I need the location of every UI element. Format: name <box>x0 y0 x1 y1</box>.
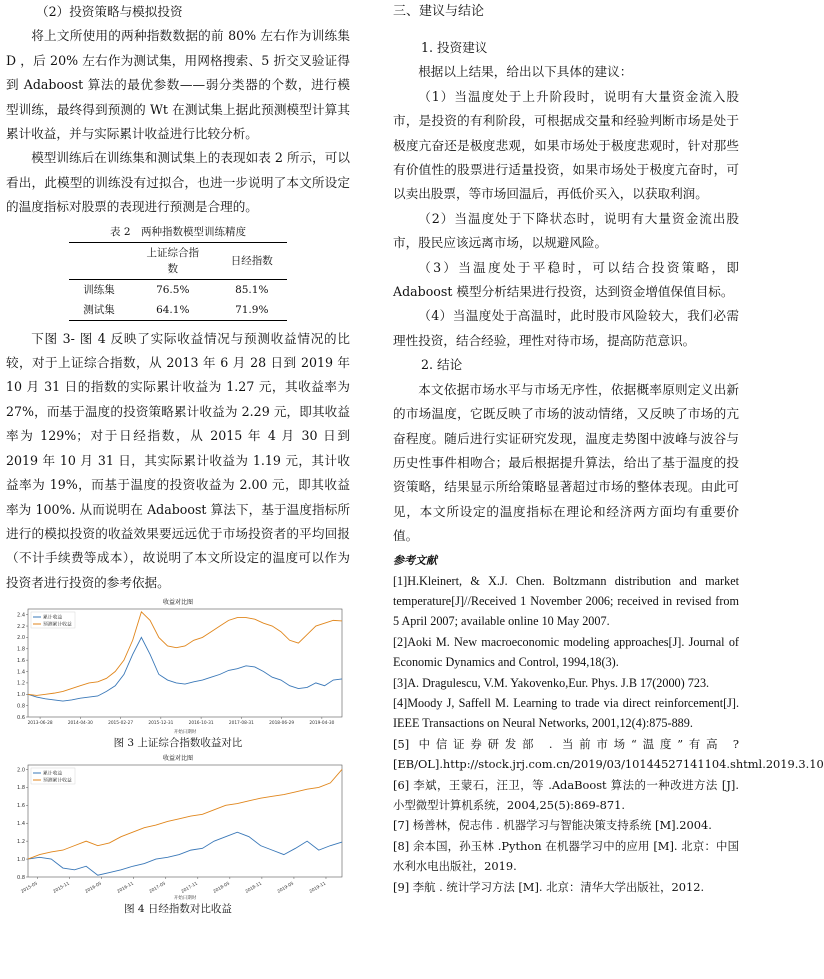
reference-item: [6] 李斌，王蒙石，汪卫，等 .AdaBoost 算法的一种改进方法 [J]. 小型微型计算机系统，2004,25(5):869-871. <box>393 777 739 812</box>
reference-item: [1]H.Kleinert, & X.J. Chen. Boltzmann distribution and market temperature[J]//Received 1 November 2006; received in revised from 5 April 2007; available online 10 May 2007. <box>393 573 739 629</box>
x-tick-label: 2019-04-30 <box>309 721 335 727</box>
reference-item: [2]Aoki M. New macroeconomic modeling approaches[J]. Journal of Economic Dynamics and Control, 1994,18(3). <box>393 634 739 670</box>
y-tick-label: 2.0 <box>17 635 25 642</box>
reference-item: [3]A. Dragulescu, V.M. Yakovenko,Eur. Phys. J.B 17(2000) 723. <box>393 675 710 690</box>
y-tick-label: 1.6 <box>17 803 25 810</box>
y-tick-label: 1.8 <box>17 785 25 792</box>
paragraph: （3）当温度处于平稳时，可以结合投资策略，即 Adaboost 模型分析结果进行投资，达到资金增值保值目标。 <box>393 259 739 300</box>
x-tick-label: 2014-04-30 <box>67 721 93 727</box>
legend <box>31 612 75 628</box>
y-tick-label: 2.2 <box>17 623 25 630</box>
y-tick-label: 0.8 <box>17 874 25 881</box>
paragraph: 模型训练后在训练集和测试集上的表现如表 2 所示，可以看出，此模型的训练没有过拟合，也进一步说明了本文所设定的温度指标对股票的表现进行预测是合理的。 <box>6 150 350 215</box>
reference-item: [5] 中信证券研发部 . 当前市场“温度”有高 ?[EB/OL].http://stock.jrj.com.cn/2019/03/10144527141104.shtml.2019.3.10 <box>393 736 824 772</box>
y-tick-label: 1.0 <box>17 857 25 864</box>
legend-label: 累计收益 <box>43 771 63 777</box>
legend <box>31 768 75 784</box>
references-list <box>393 571 824 898</box>
reference-item: [4]Moody J, Saffell M. Learning to trade via direct reinforcement[J]. IEEE Transactions on Neural Networks, 2001,12(4):875-889. <box>393 695 739 731</box>
paragraph: 将上文所使用的两种指数数据的前 80% 左右作为训练集 D ，后 20% 左右作为测试集，用网格搜索、5 折交叉验证得到 Adaboost 算法的最优参数——弱分类器的个数，进行模型训练，最终得到预测的 Wt 在测试集上据此预测模型计算其累计收益，并与实际累计收益进行比较分析。 <box>6 28 350 142</box>
x-axis-label: 开始日期时 <box>173 896 197 902</box>
x-tick-label: 2015-05 <box>20 881 39 895</box>
paragraph: （1）当温度处于上升阶段时，说明有大量资金流入股市，是投资的有利阶段，可根据成交量和经验判断市场是处于极度亢奋还是极度悲观，如果市场处于极度悲观时，针对那些有价值性的股票进行适量投资，如果市场处于极度亢奋时，可以卖出股票，等市场回温后，再低价买入，以获取利润。 <box>393 88 739 202</box>
x-tick-label: 2019-11 <box>308 881 327 895</box>
y-tick-label: 1.4 <box>17 669 25 676</box>
left-column <box>6 0 350 917</box>
section-heading: （2）投资策略与模拟投资 <box>36 4 183 19</box>
paragraph: （2）当温度处于下降状态时，说明有大量资金流出股市，股民应该远离市场，以规避风险。 <box>393 210 739 251</box>
series-line-actual <box>28 832 342 875</box>
y-tick-label: 1.2 <box>17 680 25 687</box>
table-cell: 85.1% <box>235 283 269 296</box>
sub-heading: 2. 结论 <box>421 357 463 373</box>
x-tick-label: 2017-05 <box>148 881 167 895</box>
table-cell: 测试集 <box>83 303 115 316</box>
y-tick-label: 1.8 <box>17 646 25 653</box>
table-cell: 训练集 <box>83 283 115 296</box>
x-tick-label: 2017-08-31 <box>228 721 254 727</box>
fig4-chart <box>6 751 350 901</box>
chart-title: 收益对比图 <box>162 755 194 763</box>
y-tick-label: 2.0 <box>17 767 25 774</box>
x-tick-label: 2018-05 <box>212 881 231 895</box>
y-tick-label: 1.0 <box>17 692 25 699</box>
table-cell: 76.5% <box>156 283 190 296</box>
paragraph: （4）当温度处于高温时，此时股市风险较大，我们必需理性投资，结合经验，理性对待市场，提高防范意识。 <box>393 308 739 348</box>
table-row <box>69 300 287 321</box>
y-tick-label: 1.2 <box>17 839 25 846</box>
fig3-caption: 图 3 上证综合指数收益对比 <box>113 737 243 750</box>
table-cell: 71.9% <box>235 303 269 316</box>
x-tick-label: 2015-12-31 <box>148 721 174 727</box>
fig4-caption: 图 4 日经指数对比收益 <box>124 903 232 916</box>
paragraph: 根据以上结果，给出以下具体的建议： <box>418 64 633 80</box>
series-line-actual <box>28 638 342 702</box>
y-tick-label: 0.8 <box>17 703 25 710</box>
chart-title: 收益对比图 <box>162 599 194 607</box>
table-header: 上证综合指数 <box>146 246 199 275</box>
table-cell: 64.1% <box>156 303 190 316</box>
table-header <box>69 242 129 279</box>
x-tick-label: 2016-05 <box>84 881 103 895</box>
table-caption: 表 2 两种指数模型训练精度 <box>109 225 247 238</box>
sub-heading: 1. 投资建议 <box>421 40 488 55</box>
x-tick-label: 2015-02-27 <box>108 721 134 727</box>
references-heading: 参考文献 <box>393 553 437 567</box>
x-tick-label: 2018-06-29 <box>269 721 295 727</box>
x-tick-label: 2015-11 <box>52 881 71 895</box>
y-tick-label: 0.6 <box>17 714 25 721</box>
fig3-chart <box>6 595 350 735</box>
reference-item: [9] 李航 . 统计学习方法 [M]. 北京：清华大学出版社，2012. <box>393 879 705 894</box>
accuracy-table <box>69 242 287 321</box>
x-tick-label: 2017-11 <box>180 881 199 895</box>
y-tick-label: 1.4 <box>17 821 25 828</box>
x-tick-label: 2018-11 <box>244 881 263 895</box>
legend-label: 预测累计收益 <box>43 622 72 628</box>
legend-label: 预测累计收益 <box>43 778 72 784</box>
table-row <box>69 279 287 300</box>
x-tick-label: 2016-11 <box>116 881 135 895</box>
reference-item: [8] 余本国，孙玉林 .Python 在机器学习中的应用 [M]. 北京：中国水利水电出版社，2019. <box>393 838 739 874</box>
x-tick-label: 2013-06-28 <box>27 721 53 727</box>
paragraph: 下图 3- 图 4 反映了实际收益情况与预测收益情况的比较，对于上证综合指数，从 2013 年 6 月 28 日到 2019 年 10 月 31 日的指数的实际累计收益为 1.27 元，其收益率为 27%，而基于温度的投资策略累计收益为 2.29 元，即其收益率为 129%；对于日经指数，从 2015 年 4 月 30 日到 2019 年 10 月 31 日，其实际累计收益为 1.19 元，其计收益率为 19%，而基于温度的投资收益为 2.00 元，即其收益率为 100%. 从而说明在 Adaboost 算法下，基于温度指标所进行的模拟投资的收益效果要远远优于市场投资者的平均回报（不计手续费等成本），故说明了本文所设定的温度可以作为投资者进行投资的参考依据。 <box>6 330 350 590</box>
y-tick-label: 1.6 <box>17 658 25 665</box>
section-heading: 三、建议与结论 <box>393 4 485 19</box>
table-header: 日经指数 <box>230 254 273 267</box>
x-tick-label: 2016-10-31 <box>188 721 214 727</box>
x-tick-label: 2019-05 <box>276 881 295 895</box>
y-tick-label: 2.4 <box>17 612 25 619</box>
reference-item: [7] 杨善林，倪志伟 . 机器学习与智能决策支持系统 [M].2004. <box>393 818 712 833</box>
legend-label: 累计收益 <box>43 615 63 621</box>
x-axis-label: 开始日期时 <box>173 730 197 736</box>
paragraph: 本文依据市场水平与市场无序性，依据概率原则定义出新的市场温度，它既反映了市场的波动情绪，又反映了市场的亢奋程度。随后进行实证研究发现，温度走势图中波峰与波谷与历史性事件相吻合；最后根据提升算法，给出了基于温度的投资策略，结果显示所给策略显著超过市场的整体表现。由此可见，本文所设定的温度指标在理论和经济两方面均有重要价值。 <box>393 381 739 544</box>
right-column <box>393 0 824 897</box>
